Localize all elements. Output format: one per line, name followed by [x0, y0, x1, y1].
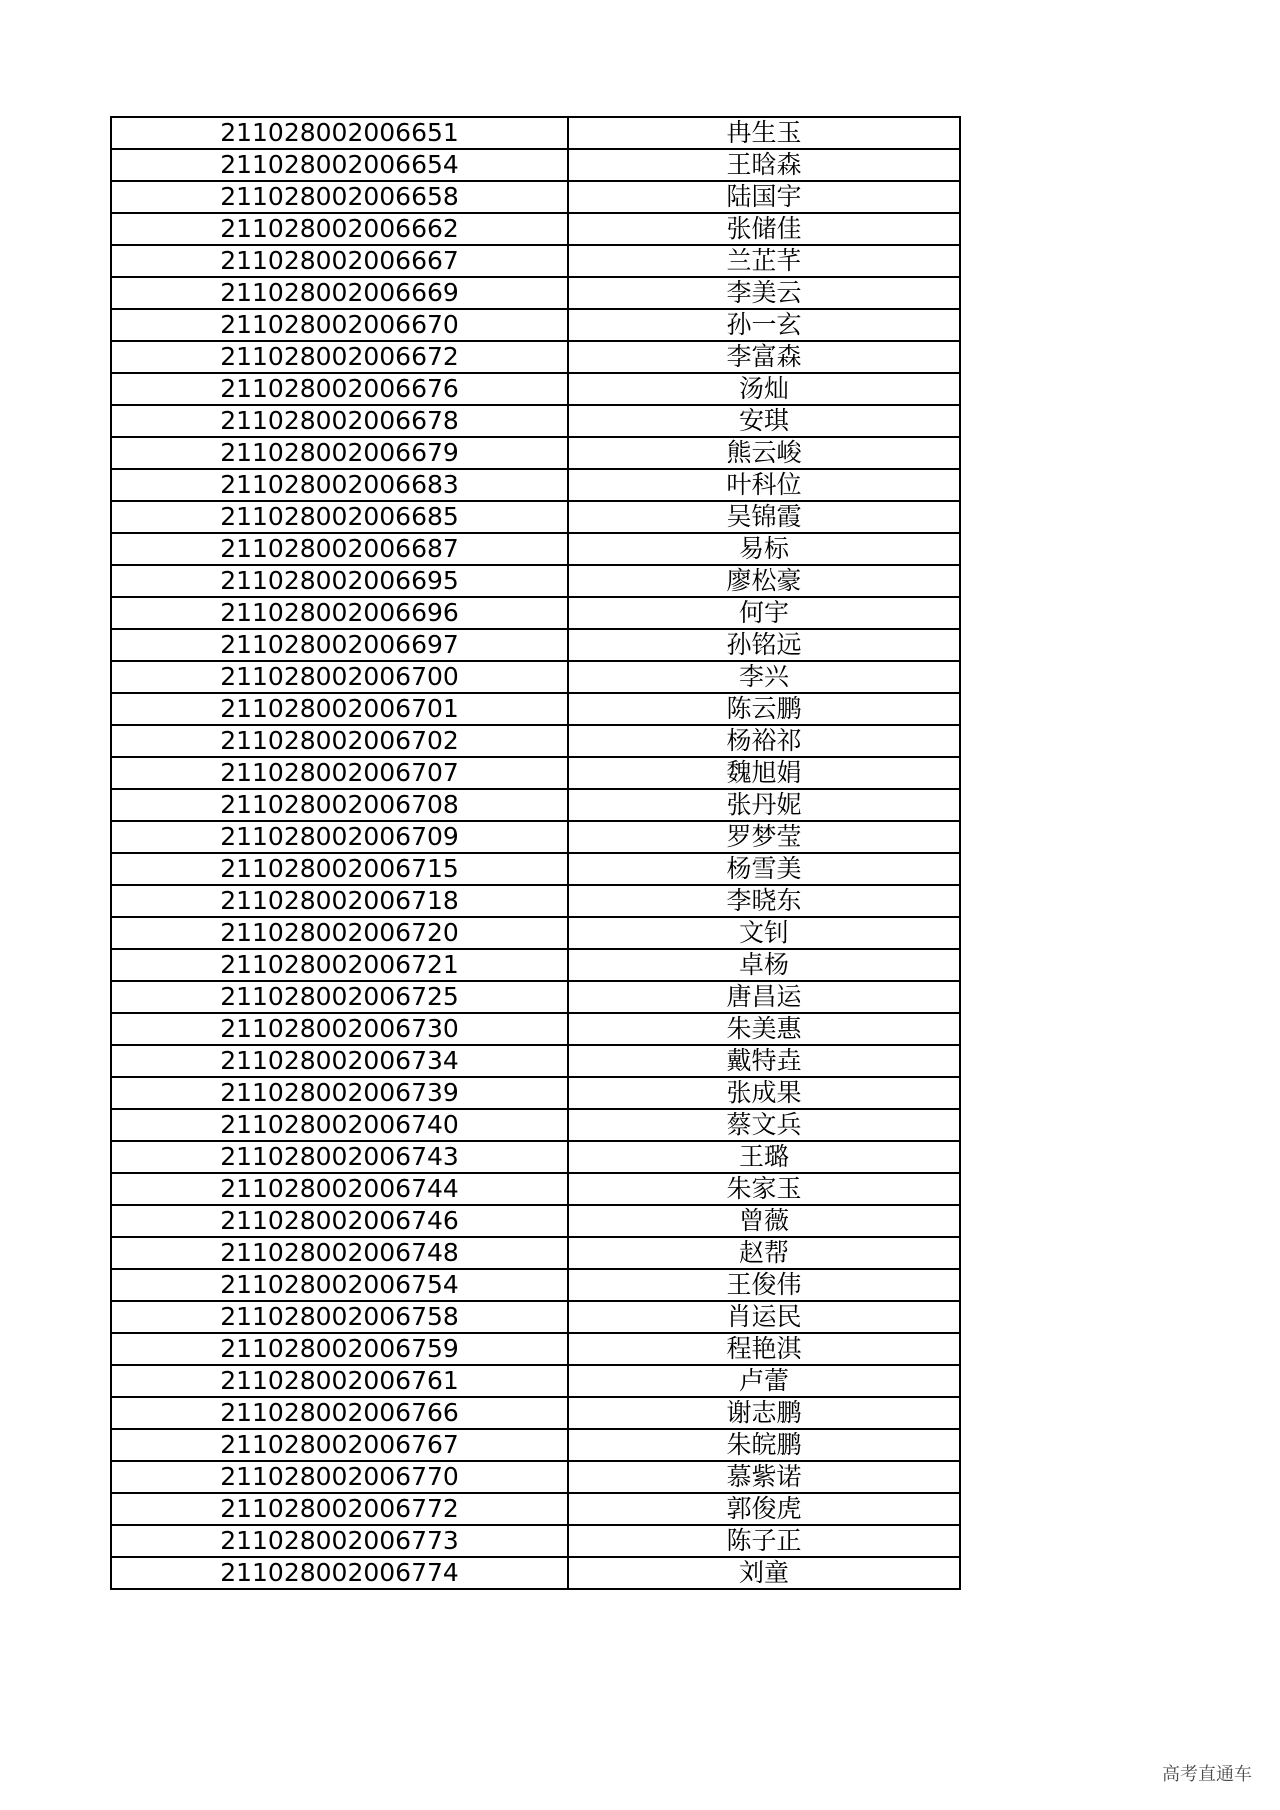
candidate-name-cell: 王俊伟 [568, 1269, 960, 1301]
watermark-text: 高考直通车 [1162, 1764, 1252, 1785]
candidate-name-cell: 程艳淇 [568, 1333, 960, 1365]
candidate-name-cell: 罗梦莹 [568, 821, 960, 853]
candidate-id-cell: 211028002006761 [111, 1365, 568, 1397]
table-row [111, 1045, 960, 1077]
candidate-id-cell: 211028002006725 [111, 981, 568, 1013]
table-row [111, 245, 960, 277]
candidate-id-cell: 211028002006767 [111, 1429, 568, 1461]
candidate-name-cell: 陈云鹏 [568, 693, 960, 725]
candidate-name-cell: 易标 [568, 533, 960, 565]
candidate-id-cell: 211028002006773 [111, 1525, 568, 1557]
candidate-name-cell: 唐昌运 [568, 981, 960, 1013]
candidate-id-cell: 211028002006721 [111, 949, 568, 981]
table-row [111, 149, 960, 181]
candidate-name-cell: 何宇 [568, 597, 960, 629]
candidate-name-cell: 卢蕾 [568, 1365, 960, 1397]
candidate-name-cell: 冉生玉 [568, 117, 960, 149]
table-body [111, 117, 960, 1589]
candidate-name-cell: 李美云 [568, 277, 960, 309]
table-row [111, 117, 960, 149]
candidate-id-cell: 211028002006715 [111, 853, 568, 885]
candidate-id-cell: 211028002006702 [111, 725, 568, 757]
table-row [111, 757, 960, 789]
candidate-id-cell: 211028002006687 [111, 533, 568, 565]
candidate-id-cell: 211028002006672 [111, 341, 568, 373]
table-row [111, 885, 960, 917]
table-row [111, 917, 960, 949]
candidate-id-cell: 211028002006754 [111, 1269, 568, 1301]
table-row [111, 501, 960, 533]
candidate-id-cell: 211028002006730 [111, 1013, 568, 1045]
candidate-name-cell: 张丹妮 [568, 789, 960, 821]
candidate-id-cell: 211028002006708 [111, 789, 568, 821]
table-row [111, 1557, 960, 1589]
table-row [111, 1461, 960, 1493]
candidate-name-cell: 赵帮 [568, 1237, 960, 1269]
table-row [111, 533, 960, 565]
table-row [111, 469, 960, 501]
candidate-id-cell: 211028002006759 [111, 1333, 568, 1365]
table-row [111, 1173, 960, 1205]
candidate-name-cell: 曾薇 [568, 1205, 960, 1237]
candidate-id-cell: 211028002006748 [111, 1237, 568, 1269]
candidate-id-cell: 211028002006685 [111, 501, 568, 533]
candidate-name-cell: 肖运民 [568, 1301, 960, 1333]
candidate-id-cell: 211028002006772 [111, 1493, 568, 1525]
table-row [111, 1013, 960, 1045]
table-row [111, 597, 960, 629]
candidate-id-cell: 211028002006696 [111, 597, 568, 629]
table-row [111, 661, 960, 693]
candidate-id-cell: 211028002006667 [111, 245, 568, 277]
candidate-name-cell: 李兴 [568, 661, 960, 693]
table-row [111, 1109, 960, 1141]
candidate-id-cell: 211028002006676 [111, 373, 568, 405]
candidate-id-cell: 211028002006695 [111, 565, 568, 597]
table-row [111, 1077, 960, 1109]
candidate-id-cell: 211028002006720 [111, 917, 568, 949]
table-row [111, 341, 960, 373]
table-row [111, 1237, 960, 1269]
table-row [111, 1525, 960, 1557]
candidate-name-cell: 孙一玄 [568, 309, 960, 341]
candidate-name-cell: 杨裕祁 [568, 725, 960, 757]
table-row [111, 181, 960, 213]
candidate-name-cell: 熊云峻 [568, 437, 960, 469]
candidate-name-cell: 刘童 [568, 1557, 960, 1589]
candidate-id-cell: 211028002006662 [111, 213, 568, 245]
candidate-id-cell: 211028002006707 [111, 757, 568, 789]
table-row [111, 1205, 960, 1237]
table-row [111, 565, 960, 597]
table-row [111, 1397, 960, 1429]
candidate-id-cell: 211028002006669 [111, 277, 568, 309]
candidate-id-cell: 211028002006651 [111, 117, 568, 149]
candidate-name-cell: 吴锦霞 [568, 501, 960, 533]
candidate-name-cell: 朱皖鹏 [568, 1429, 960, 1461]
table-row [111, 277, 960, 309]
candidate-name-cell: 李富森 [568, 341, 960, 373]
candidate-id-cell: 211028002006746 [111, 1205, 568, 1237]
candidate-name-cell: 王晗森 [568, 149, 960, 181]
candidate-id-cell: 211028002006743 [111, 1141, 568, 1173]
candidate-id-cell: 211028002006774 [111, 1557, 568, 1589]
table-row [111, 213, 960, 245]
candidate-name-cell: 陆国宇 [568, 181, 960, 213]
table-row [111, 981, 960, 1013]
table-row [111, 789, 960, 821]
candidate-name-cell: 李晓东 [568, 885, 960, 917]
table-row [111, 1493, 960, 1525]
table-row [111, 437, 960, 469]
table-row [111, 725, 960, 757]
table-row [111, 821, 960, 853]
candidate-id-cell: 211028002006654 [111, 149, 568, 181]
candidate-name-cell: 慕紫诺 [568, 1461, 960, 1493]
candidate-name-cell: 安琪 [568, 405, 960, 437]
candidate-name-cell: 孙铭远 [568, 629, 960, 661]
candidate-name-cell: 叶科位 [568, 469, 960, 501]
candidate-name-cell: 朱家玉 [568, 1173, 960, 1205]
table-row [111, 1429, 960, 1461]
candidate-id-cell: 211028002006683 [111, 469, 568, 501]
table-row [111, 629, 960, 661]
table-row [111, 1141, 960, 1173]
candidate-name-cell: 张成果 [568, 1077, 960, 1109]
candidate-name-cell: 戴特垚 [568, 1045, 960, 1077]
candidate-name-cell: 谢志鹏 [568, 1397, 960, 1429]
candidate-id-cell: 211028002006739 [111, 1077, 568, 1109]
candidate-name-cell: 王璐 [568, 1141, 960, 1173]
candidate-id-cell: 211028002006670 [111, 309, 568, 341]
candidate-id-cell: 211028002006744 [111, 1173, 568, 1205]
candidate-name-cell: 张储佳 [568, 213, 960, 245]
candidate-name-cell: 廖松豪 [568, 565, 960, 597]
candidate-id-cell: 211028002006734 [111, 1045, 568, 1077]
table-row [111, 949, 960, 981]
candidate-name-cell: 郭俊虎 [568, 1493, 960, 1525]
candidate-id-cell: 211028002006766 [111, 1397, 568, 1429]
candidate-id-cell: 211028002006678 [111, 405, 568, 437]
candidate-name-cell: 陈子正 [568, 1525, 960, 1557]
table-row [111, 373, 960, 405]
candidate-id-cell: 211028002006701 [111, 693, 568, 725]
candidate-id-cell: 211028002006758 [111, 1301, 568, 1333]
candidate-id-cell: 211028002006700 [111, 661, 568, 693]
candidate-id-cell: 211028002006658 [111, 181, 568, 213]
table-row [111, 693, 960, 725]
candidate-name-cell: 兰芷芊 [568, 245, 960, 277]
candidate-name-cell: 朱美惠 [568, 1013, 960, 1045]
candidate-id-cell: 211028002006740 [111, 1109, 568, 1141]
admission-list-table [110, 116, 961, 1590]
table-row [111, 853, 960, 885]
table-row [111, 1301, 960, 1333]
candidate-name-cell: 汤灿 [568, 373, 960, 405]
table-row [111, 1333, 960, 1365]
table-row [111, 1269, 960, 1301]
candidate-name-cell: 蔡文兵 [568, 1109, 960, 1141]
candidate-id-cell: 211028002006770 [111, 1461, 568, 1493]
candidate-name-cell: 魏旭娟 [568, 757, 960, 789]
candidate-name-cell: 卓杨 [568, 949, 960, 981]
candidate-id-cell: 211028002006697 [111, 629, 568, 661]
table-row [111, 405, 960, 437]
table-row [111, 1365, 960, 1397]
candidate-id-cell: 211028002006679 [111, 437, 568, 469]
candidate-id-cell: 211028002006718 [111, 885, 568, 917]
table-row [111, 309, 960, 341]
candidate-name-cell: 杨雪美 [568, 853, 960, 885]
candidate-name-cell: 文钊 [568, 917, 960, 949]
candidate-id-cell: 211028002006709 [111, 821, 568, 853]
